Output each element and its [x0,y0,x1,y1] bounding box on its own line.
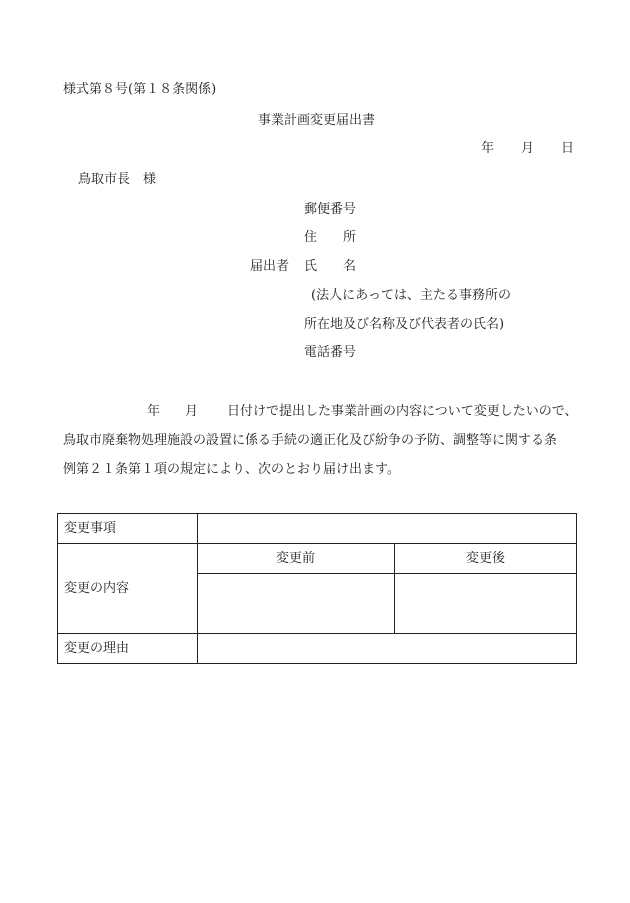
after-change-header: 変更後 [466,551,506,566]
table-border-right [576,513,577,664]
table-border-left [57,513,58,664]
document-title: 事業計画変更届出書 [258,113,376,128]
change-content-label: 変更の内容 [64,581,130,596]
addressee: 鳥取市長 様 [78,172,157,187]
table-border-row1 [57,543,577,544]
address-label: 住 所 [304,230,357,245]
form-number: 様式第８号(第１８条関係) [63,82,217,97]
before-change-field[interactable] [198,574,394,633]
body-year-label: 年 [147,404,161,419]
phone-number-label: 電話番号 [304,345,357,360]
name-label: 氏 名 [304,259,357,274]
date-day-label: 日 [561,141,575,156]
body-text-line1: 日付けで提出した事業計画の内容について変更したいので、 [227,404,578,419]
corporation-note-line2: 所在地及び名称及び代表者の氏名) [304,317,505,332]
change-reason-field[interactable] [198,634,576,663]
after-change-field[interactable] [395,574,576,633]
body-text-line3: 例第２１条第１項の規定により、次のとおり届け出ます。 [63,462,400,477]
before-change-header: 変更前 [276,551,316,566]
body-text-line2: 鳥取市廃棄物処理施設の設置に係る手続の適正化及び紛争の予防、調整等に関する条 [63,433,558,448]
change-reason-label: 変更の理由 [64,641,130,656]
date-month-label: 月 [521,141,535,156]
date-year-label: 年 [481,141,495,156]
postal-code-label: 郵便番号 [304,202,357,217]
notifier-label: 届出者 [250,259,290,274]
change-item-field[interactable] [198,514,576,543]
change-item-label: 変更事項 [64,521,117,536]
corporation-note-line1: (法人にあっては、主たる事務所の [311,288,511,303]
body-month-label: 月 [185,404,199,419]
table-border-bottom [57,663,577,664]
